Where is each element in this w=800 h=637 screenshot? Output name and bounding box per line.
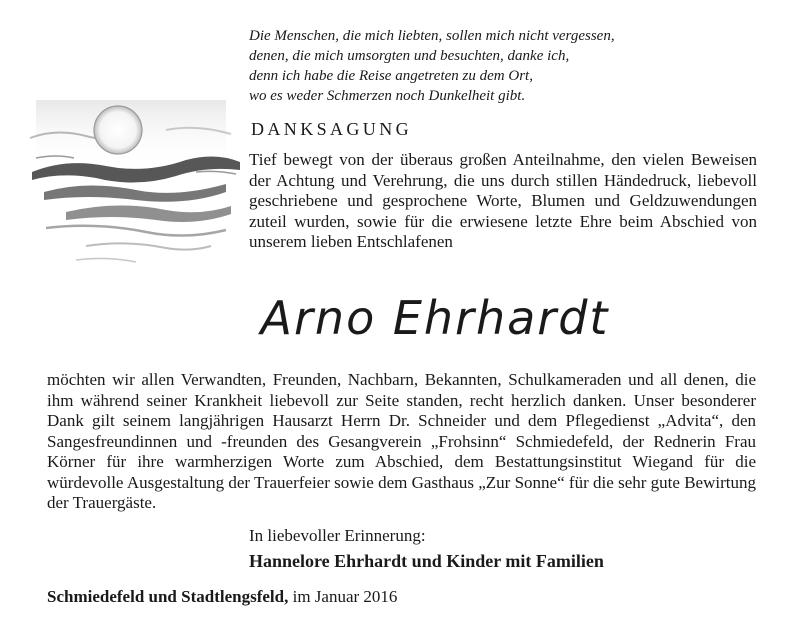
place-date: im Januar 2016 xyxy=(292,587,398,606)
place-and-date xyxy=(47,586,397,608)
poem-line: wo es weder Schmerzen noch Dunkelheit gibt. xyxy=(249,88,526,104)
closing-line: In liebevoller Erinnerung: xyxy=(249,526,426,545)
deceased-name: Arno Ehrhardt xyxy=(260,291,610,345)
thanks-paragraph: möchten wir allen Verwandten, Freunden, Nachbarn, Bekannten, Schulkameraden und all denen, die ihm während seiner Krankheit liebevoll zur Seite standen, recht herzlich danken. Unser besonderer Dank gilt seinem langjährigen Hausarzt Herrn Dr. Schneider und dem Pflegedienst „Advita“, den Sangesfreundinnen und -freunden des Gesangverein „Frohsinn“ Schmiedefeld, der Rednerin Frau Körner für ihre warmherzigen Worte zum Abschied, dem Bestattungsinstitut Wiegand für die würdevolle Ausgestaltung der Trauerfeier sowie dem Gasthaus „Zur Sonne“ für die sehr gute Bewirtung der Trauergäste. xyxy=(47,370,756,512)
poem-line: denn ich habe die Reise angetreten zu dem Ort, xyxy=(249,68,533,84)
signatories: Hannelore Ehrhardt und Kinder mit Familien xyxy=(249,551,604,571)
poem-line: denen, die mich umsorgten und besuchten, danke ich, xyxy=(249,48,570,64)
moon-over-sea-illustration xyxy=(26,100,244,272)
poem xyxy=(249,26,769,106)
poem-line: Die Menschen, die mich liebten, sollen mich nicht vergessen, xyxy=(249,28,615,44)
place-locations: Schmiedefeld und Stadtlengsfeld, xyxy=(47,587,289,606)
intro-paragraph: Tief bewegt von der überaus großen Anteilnahme, den vielen Beweisen der Achtung und Verehrung, die uns durch stillen Händedruck, liebevoll geschriebene und gesprochene Worte, Blumen und Geldzuwendungen zuteil wurden, sowie für die erwiesene letzte Ehre beim Abschied von unserem lieben Entschlafenen xyxy=(249,150,757,251)
heading-danksagung: DANKSAGUNG xyxy=(251,119,413,139)
